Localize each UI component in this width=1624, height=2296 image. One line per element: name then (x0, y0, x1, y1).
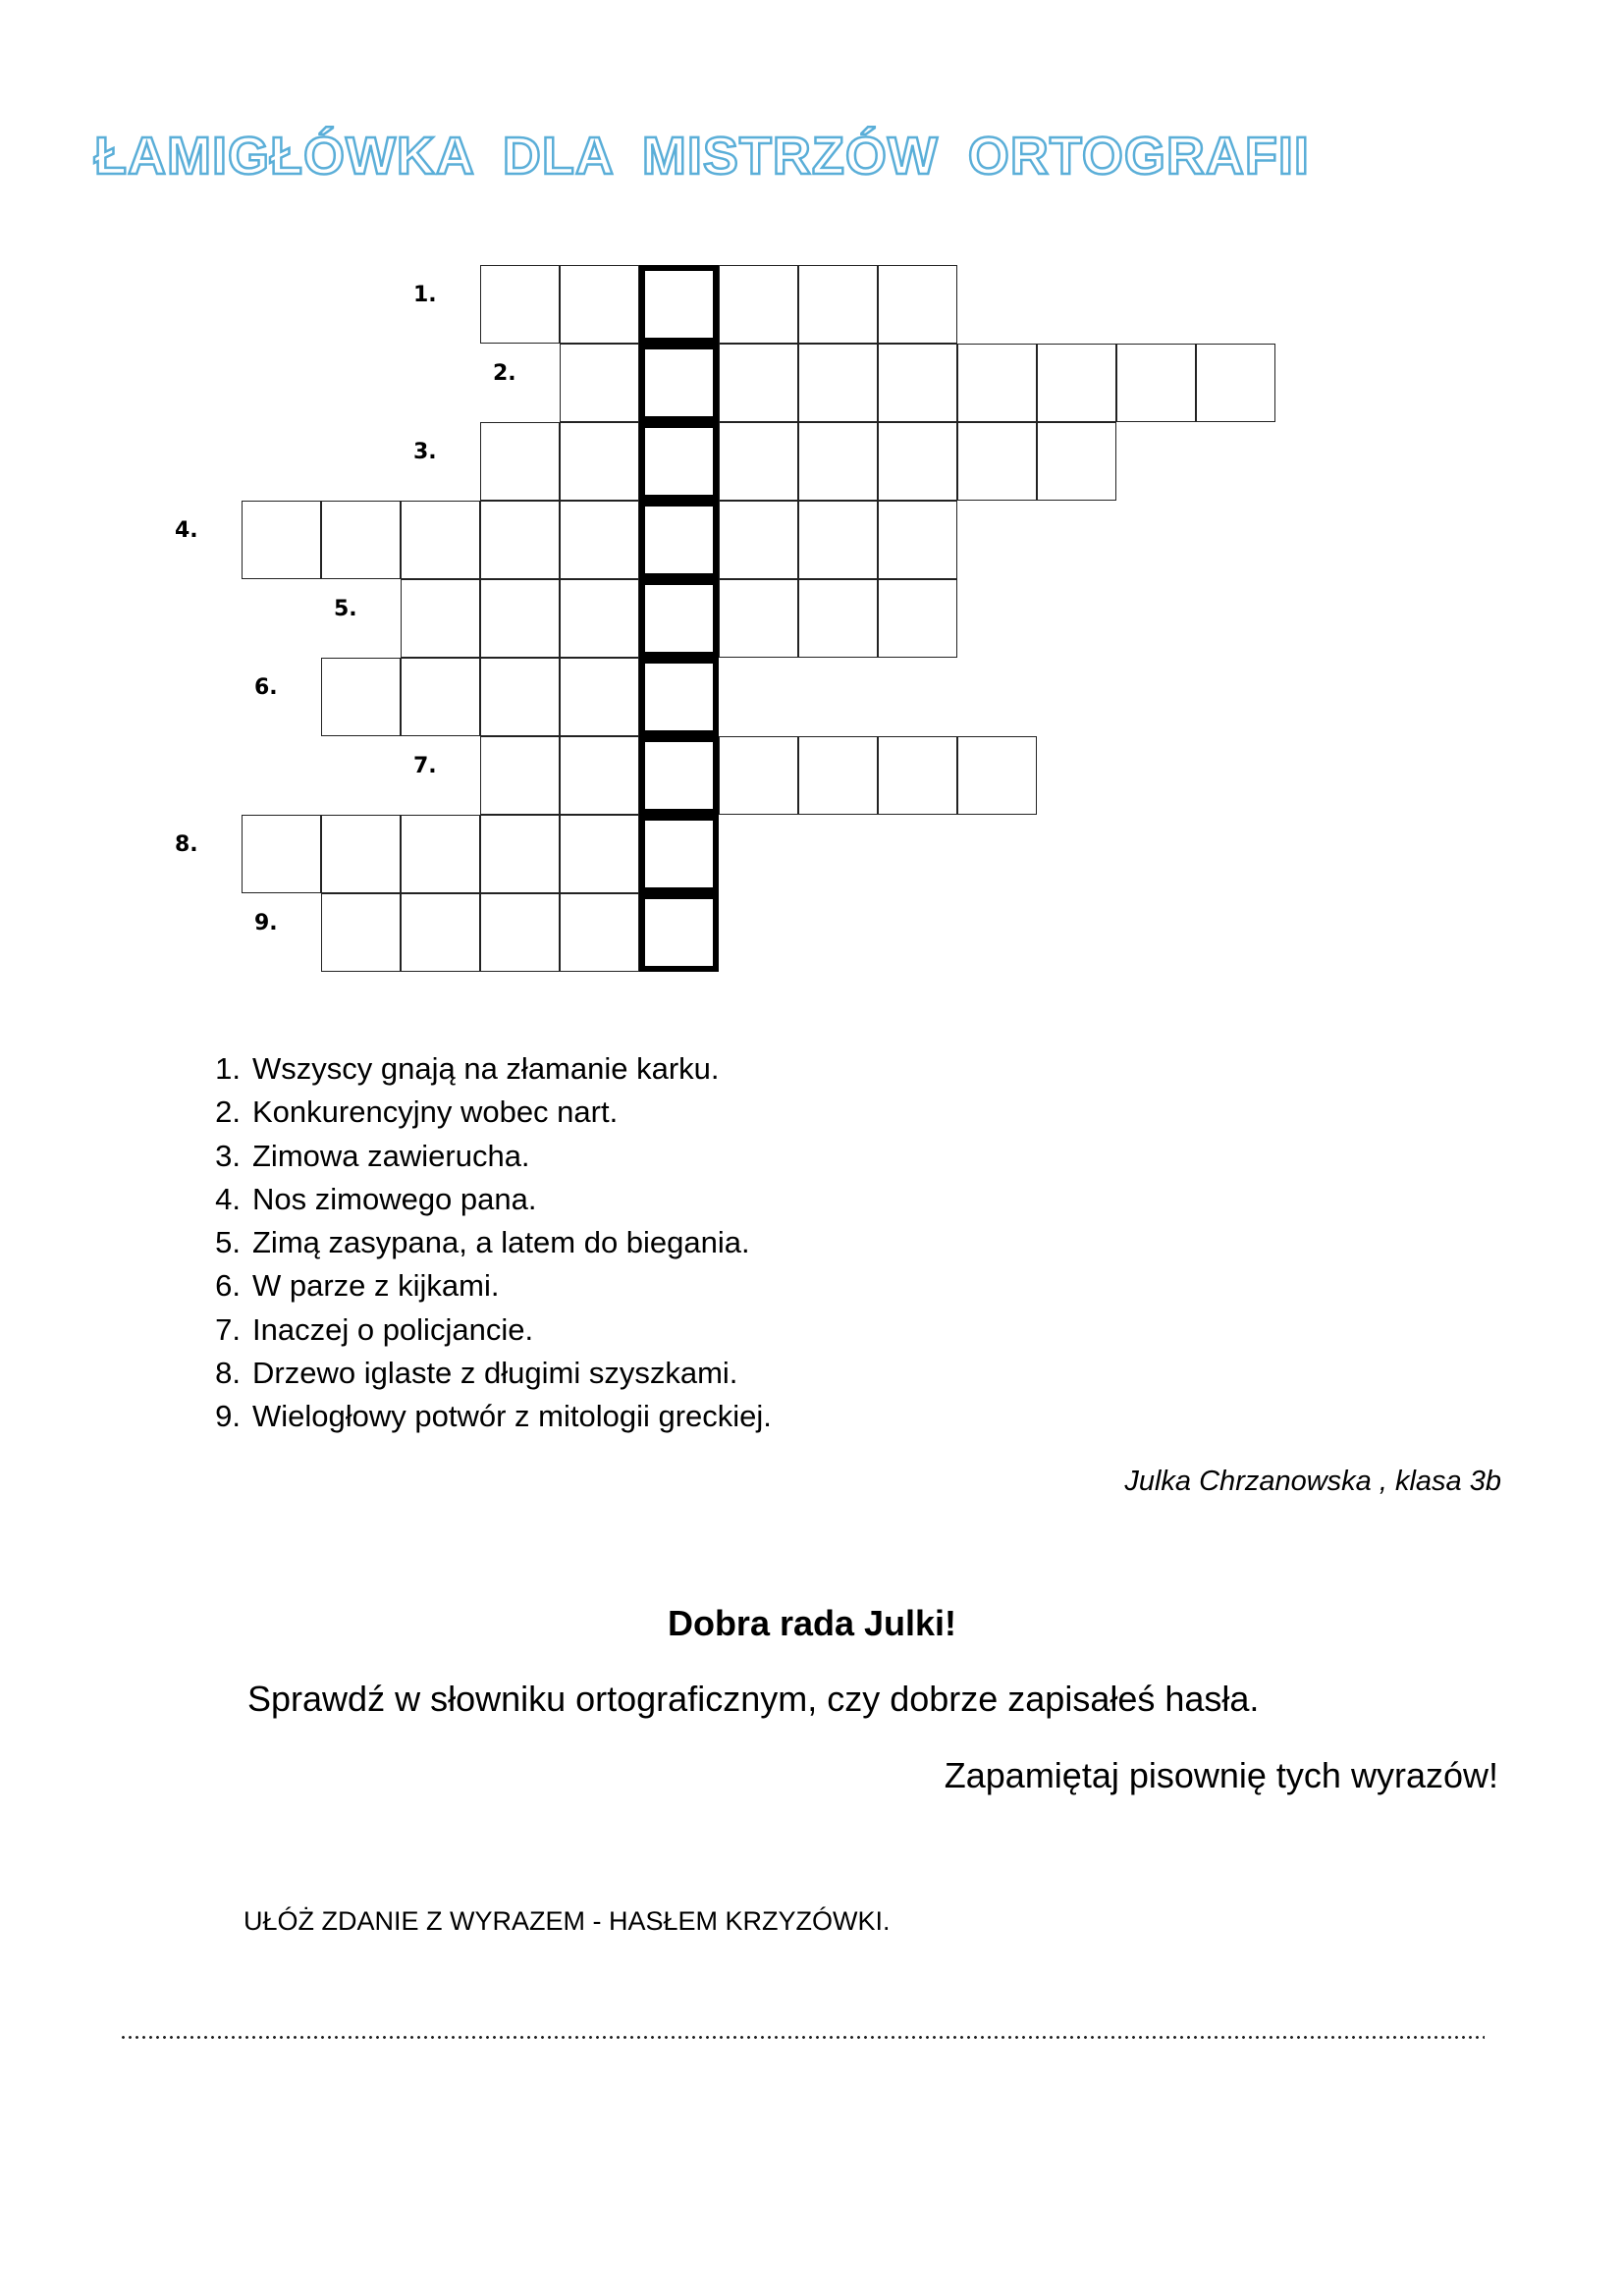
crossword-cell[interactable] (401, 815, 480, 893)
crossword-cell[interactable] (321, 501, 401, 579)
crossword-cell[interactable] (321, 893, 401, 972)
crossword-cell[interactable] (480, 422, 560, 501)
crossword-cell[interactable] (321, 658, 401, 736)
password-cell[interactable] (639, 265, 719, 344)
crossword-cell[interactable] (1037, 422, 1116, 501)
advice-title: Dobra rada Julki! (667, 1603, 957, 1643)
crossword-cell[interactable] (480, 501, 560, 579)
row-number: 2. (493, 361, 516, 386)
crossword-cell[interactable] (719, 422, 798, 501)
row-number: 9. (254, 911, 278, 935)
row-number: 4. (175, 518, 198, 543)
crossword-cell[interactable] (480, 815, 560, 893)
crossword-cell[interactable] (242, 501, 321, 579)
crossword-cell[interactable] (1196, 344, 1275, 422)
advice-line-1: Sprawdź w słowniku ortograficznym, czy dobrze zapisałeś hasła. (247, 1679, 1260, 1719)
clue-list (191, 1047, 772, 1439)
crossword-cell[interactable] (560, 736, 639, 815)
clue-number: 2. (215, 1095, 241, 1130)
crossword-cell[interactable] (798, 344, 878, 422)
crossword-cell[interactable] (560, 893, 639, 972)
clue-item (191, 1352, 772, 1395)
crossword-cell[interactable] (719, 736, 798, 815)
crossword-cell[interactable] (719, 501, 798, 579)
crossword-cell[interactable] (560, 265, 639, 344)
crossword-cell[interactable] (798, 422, 878, 501)
password-cell[interactable] (639, 579, 719, 658)
crossword-cell[interactable] (878, 579, 957, 658)
row-number: 3. (413, 440, 437, 464)
clue-number: 7. (215, 1311, 241, 1347)
row-number: 1. (413, 283, 437, 307)
crossword-cell[interactable] (1037, 344, 1116, 422)
page-title: ŁAMIGŁÓWKA DLA MISTRZÓW ORTOGRAFII (94, 127, 1310, 186)
answer-line[interactable] (120, 2036, 1485, 2039)
crossword-cell[interactable] (480, 736, 560, 815)
clue-number: 5. (215, 1225, 241, 1260)
advice-line-2: Zapamiętaj pisownię tych wyrazów! (944, 1755, 1498, 1795)
clue-item (191, 1264, 772, 1308)
clue-item (191, 1135, 772, 1178)
task-instruction: UŁÓŻ ZDANIE Z WYRAZEM - HASŁEM KRZYZÓWKI. (244, 1906, 891, 1936)
password-cell[interactable] (639, 501, 719, 579)
crossword-cell[interactable] (798, 579, 878, 658)
crossword-cell[interactable] (798, 501, 878, 579)
crossword-cell[interactable] (560, 422, 639, 501)
crossword-cell[interactable] (719, 344, 798, 422)
password-cell[interactable] (639, 893, 719, 972)
clue-text: Konkurencyjny wobec nart. (252, 1095, 619, 1130)
clue-item (191, 1047, 772, 1091)
crossword-cell[interactable] (401, 893, 480, 972)
crossword-cell[interactable] (878, 422, 957, 501)
clue-item (191, 1395, 772, 1438)
crossword-cell[interactable] (957, 344, 1037, 422)
crossword-cell[interactable] (480, 658, 560, 736)
clue-item (191, 1308, 772, 1352)
clue-item (191, 1178, 772, 1221)
crossword-cell[interactable] (719, 265, 798, 344)
clue-text: Drzewo iglaste z długimi szyszkami. (252, 1356, 738, 1391)
clue-text: Inaczej o policjancie. (252, 1311, 534, 1347)
crossword-cell[interactable] (878, 736, 957, 815)
crossword-cell[interactable] (480, 893, 560, 972)
row-number: 6. (254, 675, 278, 700)
crossword-cell[interactable] (321, 815, 401, 893)
row-number: 7. (413, 754, 437, 778)
clue-number: 3. (215, 1138, 241, 1173)
crossword-cell[interactable] (401, 658, 480, 736)
password-cell[interactable] (639, 658, 719, 736)
clue-number: 6. (215, 1268, 241, 1304)
crossword-cell[interactable] (719, 579, 798, 658)
crossword-cell[interactable] (560, 579, 639, 658)
crossword-cell[interactable] (401, 501, 480, 579)
crossword-cell[interactable] (1116, 344, 1196, 422)
crossword-cell[interactable] (560, 815, 639, 893)
crossword-cell[interactable] (878, 344, 957, 422)
crossword-cell[interactable] (798, 736, 878, 815)
row-number: 5. (334, 597, 357, 621)
password-cell[interactable] (639, 736, 719, 815)
crossword-cell[interactable] (957, 422, 1037, 501)
crossword-cell[interactable] (242, 815, 321, 893)
crossword-cell[interactable] (798, 265, 878, 344)
clue-number: 8. (215, 1356, 241, 1391)
row-number: 8. (175, 832, 198, 857)
crossword-cell[interactable] (480, 265, 560, 344)
clue-text: Nos zimowego pana. (252, 1181, 537, 1216)
crossword-cell[interactable] (560, 344, 639, 422)
clue-text: Wielogłowy potwór z mitologii greckiej. (252, 1399, 772, 1434)
clue-number: 9. (215, 1399, 241, 1434)
clue-text: Zimą zasypana, a latem do biegania. (252, 1225, 750, 1260)
clue-number: 1. (215, 1051, 241, 1086)
crossword-cell[interactable] (878, 501, 957, 579)
clue-text: Wszyscy gnają na złamanie karku. (252, 1051, 720, 1086)
password-cell[interactable] (639, 422, 719, 501)
crossword-cell[interactable] (560, 501, 639, 579)
password-cell[interactable] (639, 815, 719, 893)
password-cell[interactable] (639, 344, 719, 422)
crossword-cell[interactable] (401, 579, 480, 658)
clue-number: 4. (215, 1181, 241, 1216)
author-signature: Julka Chrzanowska , klasa 3b (1124, 1466, 1501, 1497)
crossword-cell[interactable] (480, 579, 560, 658)
clue-item (191, 1221, 772, 1264)
clue-item (191, 1091, 772, 1134)
clue-text: Zimowa zawierucha. (252, 1138, 530, 1173)
clue-text: W parze z kijkami. (252, 1268, 500, 1304)
crossword-cell[interactable] (560, 658, 639, 736)
crossword-cell[interactable] (957, 736, 1037, 815)
crossword-cell[interactable] (878, 265, 957, 344)
